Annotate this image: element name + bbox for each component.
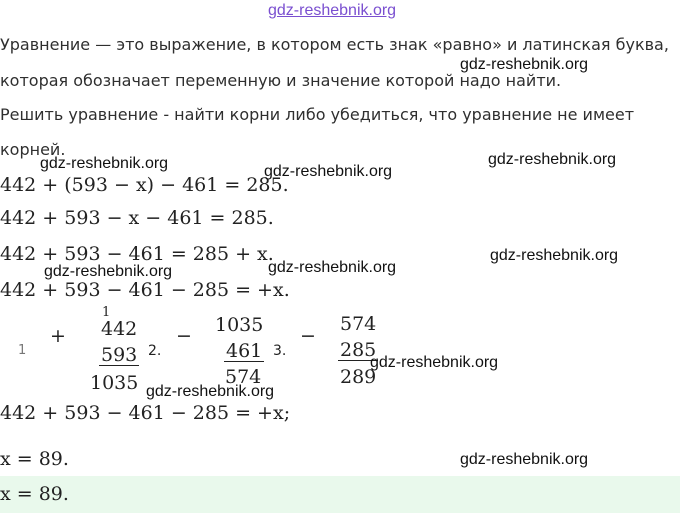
watermark: gdz-reshebnik.org	[264, 163, 393, 180]
equation-step-1: 442 + (593 − x) − 461 = 285.	[0, 174, 289, 196]
watermark: gdz-reshebnik.org	[460, 451, 589, 468]
calc-1-result: 1035	[90, 372, 139, 394]
calc-3-result: 289	[340, 366, 377, 388]
calc-3-subtrahend: 285	[340, 339, 377, 361]
intro-line-1: Уравнение — это выражение, в котором есть знак «равно» и латинская буква,	[0, 35, 669, 54]
equation-step-4: 442 + 593 − 461 − 285 = +x.	[0, 279, 290, 301]
calc-1-operator: +	[50, 325, 66, 347]
watermark: gdz-reshebnik.org	[490, 247, 619, 264]
calc-1-addend-b: 593	[101, 344, 138, 366]
calc-1-number: 1	[18, 343, 27, 358]
calc-2-result: 574	[225, 366, 262, 388]
result-line: x = 89.	[0, 448, 69, 470]
watermark: gdz-reshebnik.org	[268, 259, 397, 276]
calc-1-addend-a: 442	[101, 318, 138, 340]
intro-line-4: корней.	[0, 140, 66, 159]
equation-step-2: 442 + 593 − x − 461 = 285.	[0, 207, 274, 229]
watermark: gdz-reshebnik.org	[460, 56, 589, 73]
calc-2-minuend: 1035	[215, 314, 264, 336]
watermark-top: gdz-reshebnik.org	[268, 2, 397, 19]
watermark: gdz-reshebnik.org	[44, 263, 173, 280]
intro-line-3: Решить уравнение - найти корни либо убедиться, что уравнение не имеет	[0, 105, 635, 124]
watermark: gdz-reshebnik.org	[488, 151, 617, 168]
calc-2-operator: −	[176, 325, 192, 347]
answer-highlight	[0, 476, 680, 513]
intro-line-2: которая обозначает переменную и значение которой надо найти.	[0, 71, 562, 90]
calc-2-subtrahend: 461	[226, 340, 263, 362]
calc-3-operator: −	[300, 325, 316, 347]
answer-line: x = 89.	[0, 483, 69, 505]
equation-step-5: 442 + 593 − 461 − 285 = +x;	[0, 402, 291, 424]
watermark: gdz-reshebnik.org	[146, 383, 275, 400]
watermark: gdz-reshebnik.org	[370, 354, 499, 371]
calc-3-number: 3.	[273, 343, 287, 359]
calc-1-carry: 1	[102, 305, 111, 320]
calc-3-minuend: 574	[340, 313, 377, 335]
calc-2-number: 2.	[148, 343, 162, 359]
equation-step-3: 442 + 593 − 461 = 285 + x.	[0, 243, 274, 265]
watermark: gdz-reshebnik.org	[40, 155, 169, 172]
